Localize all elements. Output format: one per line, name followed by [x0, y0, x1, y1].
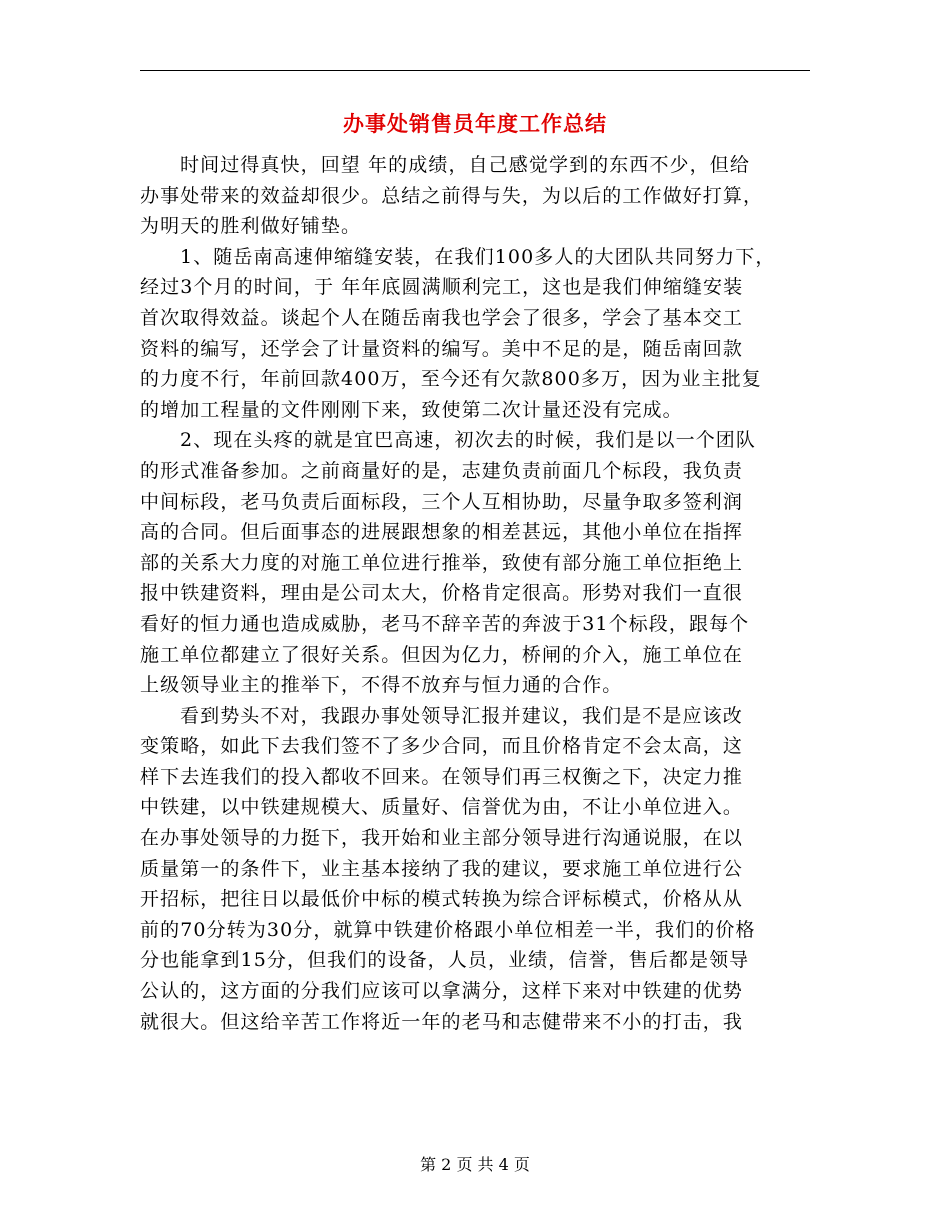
body-line: 经过3个月的时间，于 年年底圆满顺利完工，这也是我们伸缩缝安装 — [140, 276, 744, 299]
body-line: 分也能拿到15分，但我们的设备，人员，业绩，信誉，售后都是领导 — [140, 949, 750, 972]
body-line: 办事处带来的效益却很少。总结之前得与失，为以后的工作做好打算， — [140, 184, 764, 207]
body-line: 的形式准备参加。之前商量好的是，志建负责前面几个标段，我负责 — [140, 459, 744, 482]
header-rule — [140, 70, 810, 71]
body-line: 资料的编写，还学会了计量资料的编写。美中不足的是，随岳南回款 — [140, 337, 744, 360]
document-title: 办事处销售员年度工作总结 — [343, 111, 607, 136]
body-line: 上级领导业主的推举下，不得不放弃与恒力通的合作。 — [140, 674, 623, 697]
body-line: 部的关系大力度的对施工单位进行推举，致使有部分施工单位拒绝上 — [140, 551, 744, 574]
body-line: 在办事处领导的力挺下，我开始和业主部分领导进行沟通说服，在以 — [140, 827, 744, 850]
body-line: 看到势头不对，我跟办事处领导汇报并建议，我们是不是应该改 — [180, 704, 743, 727]
body-line: 就很大。但这给辛苦工作将近一年的老马和志健带来不小的打击，我 — [140, 1010, 744, 1033]
body-line: 施工单位都建立了很好关系。但因为亿力，桥闸的介入，施工单位在 — [140, 643, 744, 666]
body-line: 高的合同。但后面事态的进展跟想象的相差甚远，其他小单位在指挥 — [140, 521, 744, 544]
body-line: 开招标，把往日以最低价中标的模式转换为综合评标模式，价格从从 — [140, 888, 744, 911]
body-line: 中铁建，以中铁建规模大、质量好、信誉优为由，不让小单位进入。 — [140, 796, 744, 819]
body-line: 首次取得效益。谈起个人在随岳南我也学会了很多，学会了基本交工 — [140, 306, 744, 329]
body-line: 看好的恒力通也造成威胁，老马不辞辛苦的奔波于31个标段，跟每个 — [140, 612, 750, 635]
body-line: 质量第一的条件下，业主基本接纳了我的建议，要求施工单位进行公 — [140, 857, 744, 880]
body-line: 样下去连我们的投入都收不回来。在领导们再三权衡之下，决定力推 — [140, 765, 744, 788]
body-line: 前的70分转为30分，就算中铁建价格跟小单位相差一半，我们的价格 — [140, 918, 756, 941]
body-line: 1、随岳南高速伸缩缝安装，在我们100多人的大团队共同努力下， — [180, 245, 776, 268]
page-footer: 第 2 页 共 4 页 — [420, 1155, 530, 1174]
body-line: 2、现在头疼的就是宜巴高速，初次去的时候，我们是以一个团队 — [180, 429, 756, 452]
body-line: 公认的，这方面的分我们应该可以拿满分，这样下来对中铁建的优势 — [140, 980, 744, 1003]
body-line: 中间标段，老马负责后面标段，三个人互相协助，尽量争取多签利润 — [140, 490, 744, 513]
body-line: 的增加工程量的文件刚刚下来，致使第二次计量还没有完成。 — [140, 398, 683, 421]
body-line: 的力度不行，年前回款400万，至今还有欠款800多万，因为业主批复 — [140, 368, 762, 391]
body-line: 为明天的胜利做好铺垫。 — [140, 215, 362, 238]
document-body — [140, 150, 810, 1037]
body-line: 变策略，如此下去我们签不了多少合同，而且价格肯定不会太高，这 — [140, 735, 744, 758]
body-line: 时间过得真快，回望 年的成绩，自己感觉学到的东西不少，但给 — [180, 154, 750, 176]
body-line: 报中铁建资料，理由是公司太大，价格肯定很高。形势对我们一直很 — [140, 582, 744, 605]
